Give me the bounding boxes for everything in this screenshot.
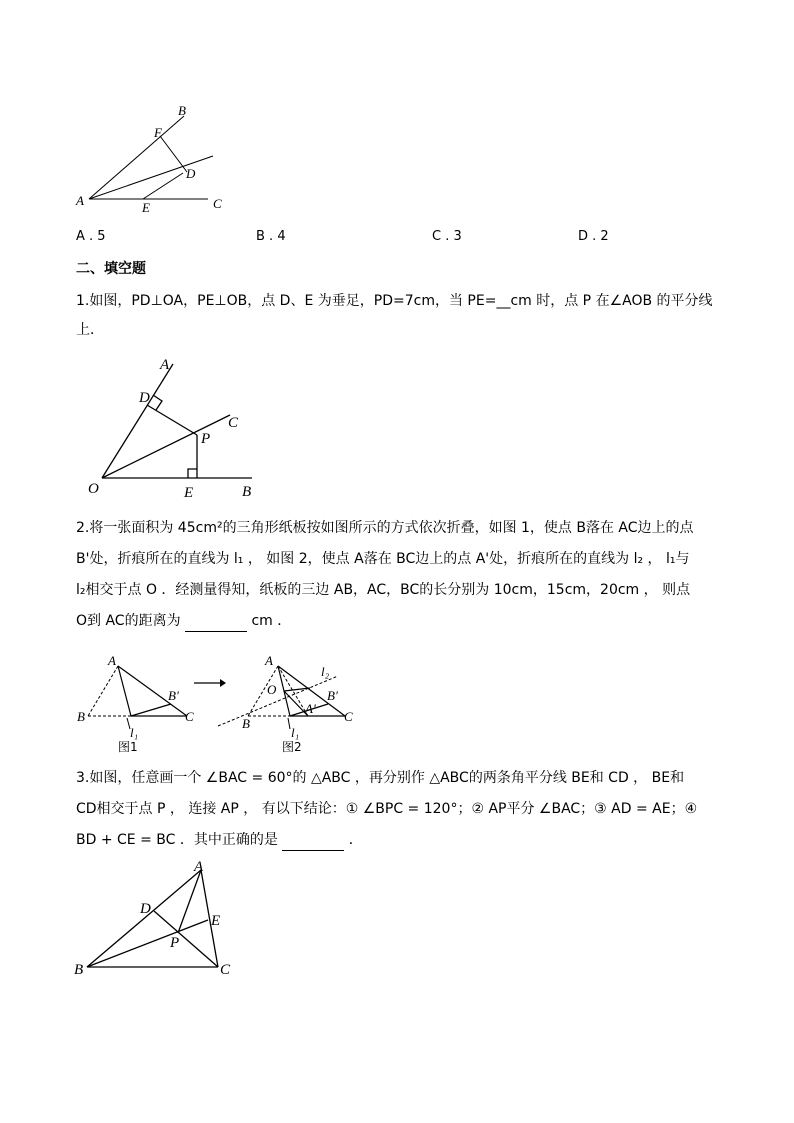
- q2-answer-blank[interactable]: [185, 611, 247, 632]
- q1-text-start: 1.如图，PD⊥OA，PE⊥OB，点 D、E 为垂足，PD=7cm，当 PE=: [76, 293, 497, 309]
- q1-text-end: cm 时，点 P 在∠AOB 的平分线: [510, 293, 713, 309]
- angle-bisector-figure: [70, 100, 240, 220]
- label-E: E: [142, 200, 150, 215]
- label-P: P: [201, 431, 211, 447]
- label-Bprime: B': [327, 688, 338, 703]
- figure-1-caption: 图1: [118, 740, 138, 754]
- q3-line2: CD相交于点 P ， 连接 AP ， 有以下结论：① ∠BPC = 120°；② AP平分 ∠BAC；③ AD = AE；④: [76, 801, 698, 817]
- option-b[interactable]: B . 4: [256, 229, 286, 244]
- q2-figure-2: [218, 650, 368, 755]
- label-A: A: [265, 653, 273, 668]
- label-D: D: [139, 390, 150, 406]
- option-c[interactable]: C . 3: [432, 229, 462, 244]
- label-l2: l₂: [321, 664, 330, 679]
- label-O: O: [267, 682, 277, 697]
- label-C: C: [213, 196, 222, 211]
- label-B: B: [178, 103, 186, 118]
- q1-line1: [76, 291, 713, 311]
- label-B: B: [242, 484, 252, 500]
- label-E: E: [184, 485, 194, 501]
- label-C: C: [220, 962, 231, 978]
- label-Bprime: B': [168, 688, 179, 703]
- q3-text-end: ．: [348, 832, 363, 848]
- label-D: D: [140, 901, 151, 917]
- q2-line4: [76, 611, 291, 632]
- label-C: C: [185, 709, 194, 724]
- label-O: O: [88, 481, 99, 497]
- q2-text-end: cm ．: [251, 613, 292, 629]
- label-A: A: [76, 193, 84, 208]
- label-P: P: [170, 935, 180, 951]
- figure-2-caption: 图2: [282, 740, 302, 754]
- q1-figure: [80, 350, 270, 505]
- q3-text-start: BD + CE = BC ．其中正确的是: [76, 832, 278, 848]
- q3-figure: [70, 855, 250, 980]
- label-C: C: [228, 415, 239, 431]
- label-E: E: [211, 913, 221, 929]
- label-l1: l₁: [130, 725, 139, 740]
- label-B: B: [242, 716, 250, 731]
- label-l1: l₁: [291, 725, 300, 740]
- label-F: F: [154, 125, 162, 140]
- label-A: A: [194, 859, 204, 875]
- label-Aprime: A': [305, 701, 316, 716]
- q3-line3: [76, 830, 363, 851]
- label-A: A: [108, 653, 116, 668]
- label-D: D: [186, 166, 196, 181]
- q1-line2: 上．: [76, 322, 104, 338]
- option-a[interactable]: A . 5: [76, 229, 106, 244]
- q3-answer-blank[interactable]: [282, 830, 344, 851]
- label-C: C: [344, 709, 353, 724]
- q2-line1: 2.将一张面积为 45cm²的三角形纸板按如图所示的方式依次折叠，如图 1，使点 B落在 AC边上的点: [76, 520, 694, 536]
- option-d[interactable]: D . 2: [578, 229, 609, 244]
- label-B: B: [77, 709, 85, 724]
- q2-text-start: O到 AC的距离为: [76, 613, 181, 629]
- q3-line1: 3.如图，任意画一个 ∠BAC = 60°的 △ABC ，再分别作 △ABC的两条角平分线 BE和 CD ， BE和: [76, 770, 685, 786]
- label-A: A: [160, 357, 170, 373]
- q2-line2: B'处，折痕所在的直线为 l₁ ， 如图 2，使点 A落在 BC边上的点 A'处，折痕所在的直线为 l₂ ， l₁与: [76, 551, 690, 567]
- q2-figure-1: [75, 650, 205, 755]
- section-heading: 二、填空题: [76, 261, 146, 277]
- q1-blank[interactable]: __: [496, 293, 511, 309]
- q2-line3: l₂相交于点 O ．经测量得知，纸板的三边 AB，AC，BC的长分别为 10cm，15cm，20cm ， 则点: [76, 582, 691, 598]
- label-B: B: [74, 962, 84, 978]
